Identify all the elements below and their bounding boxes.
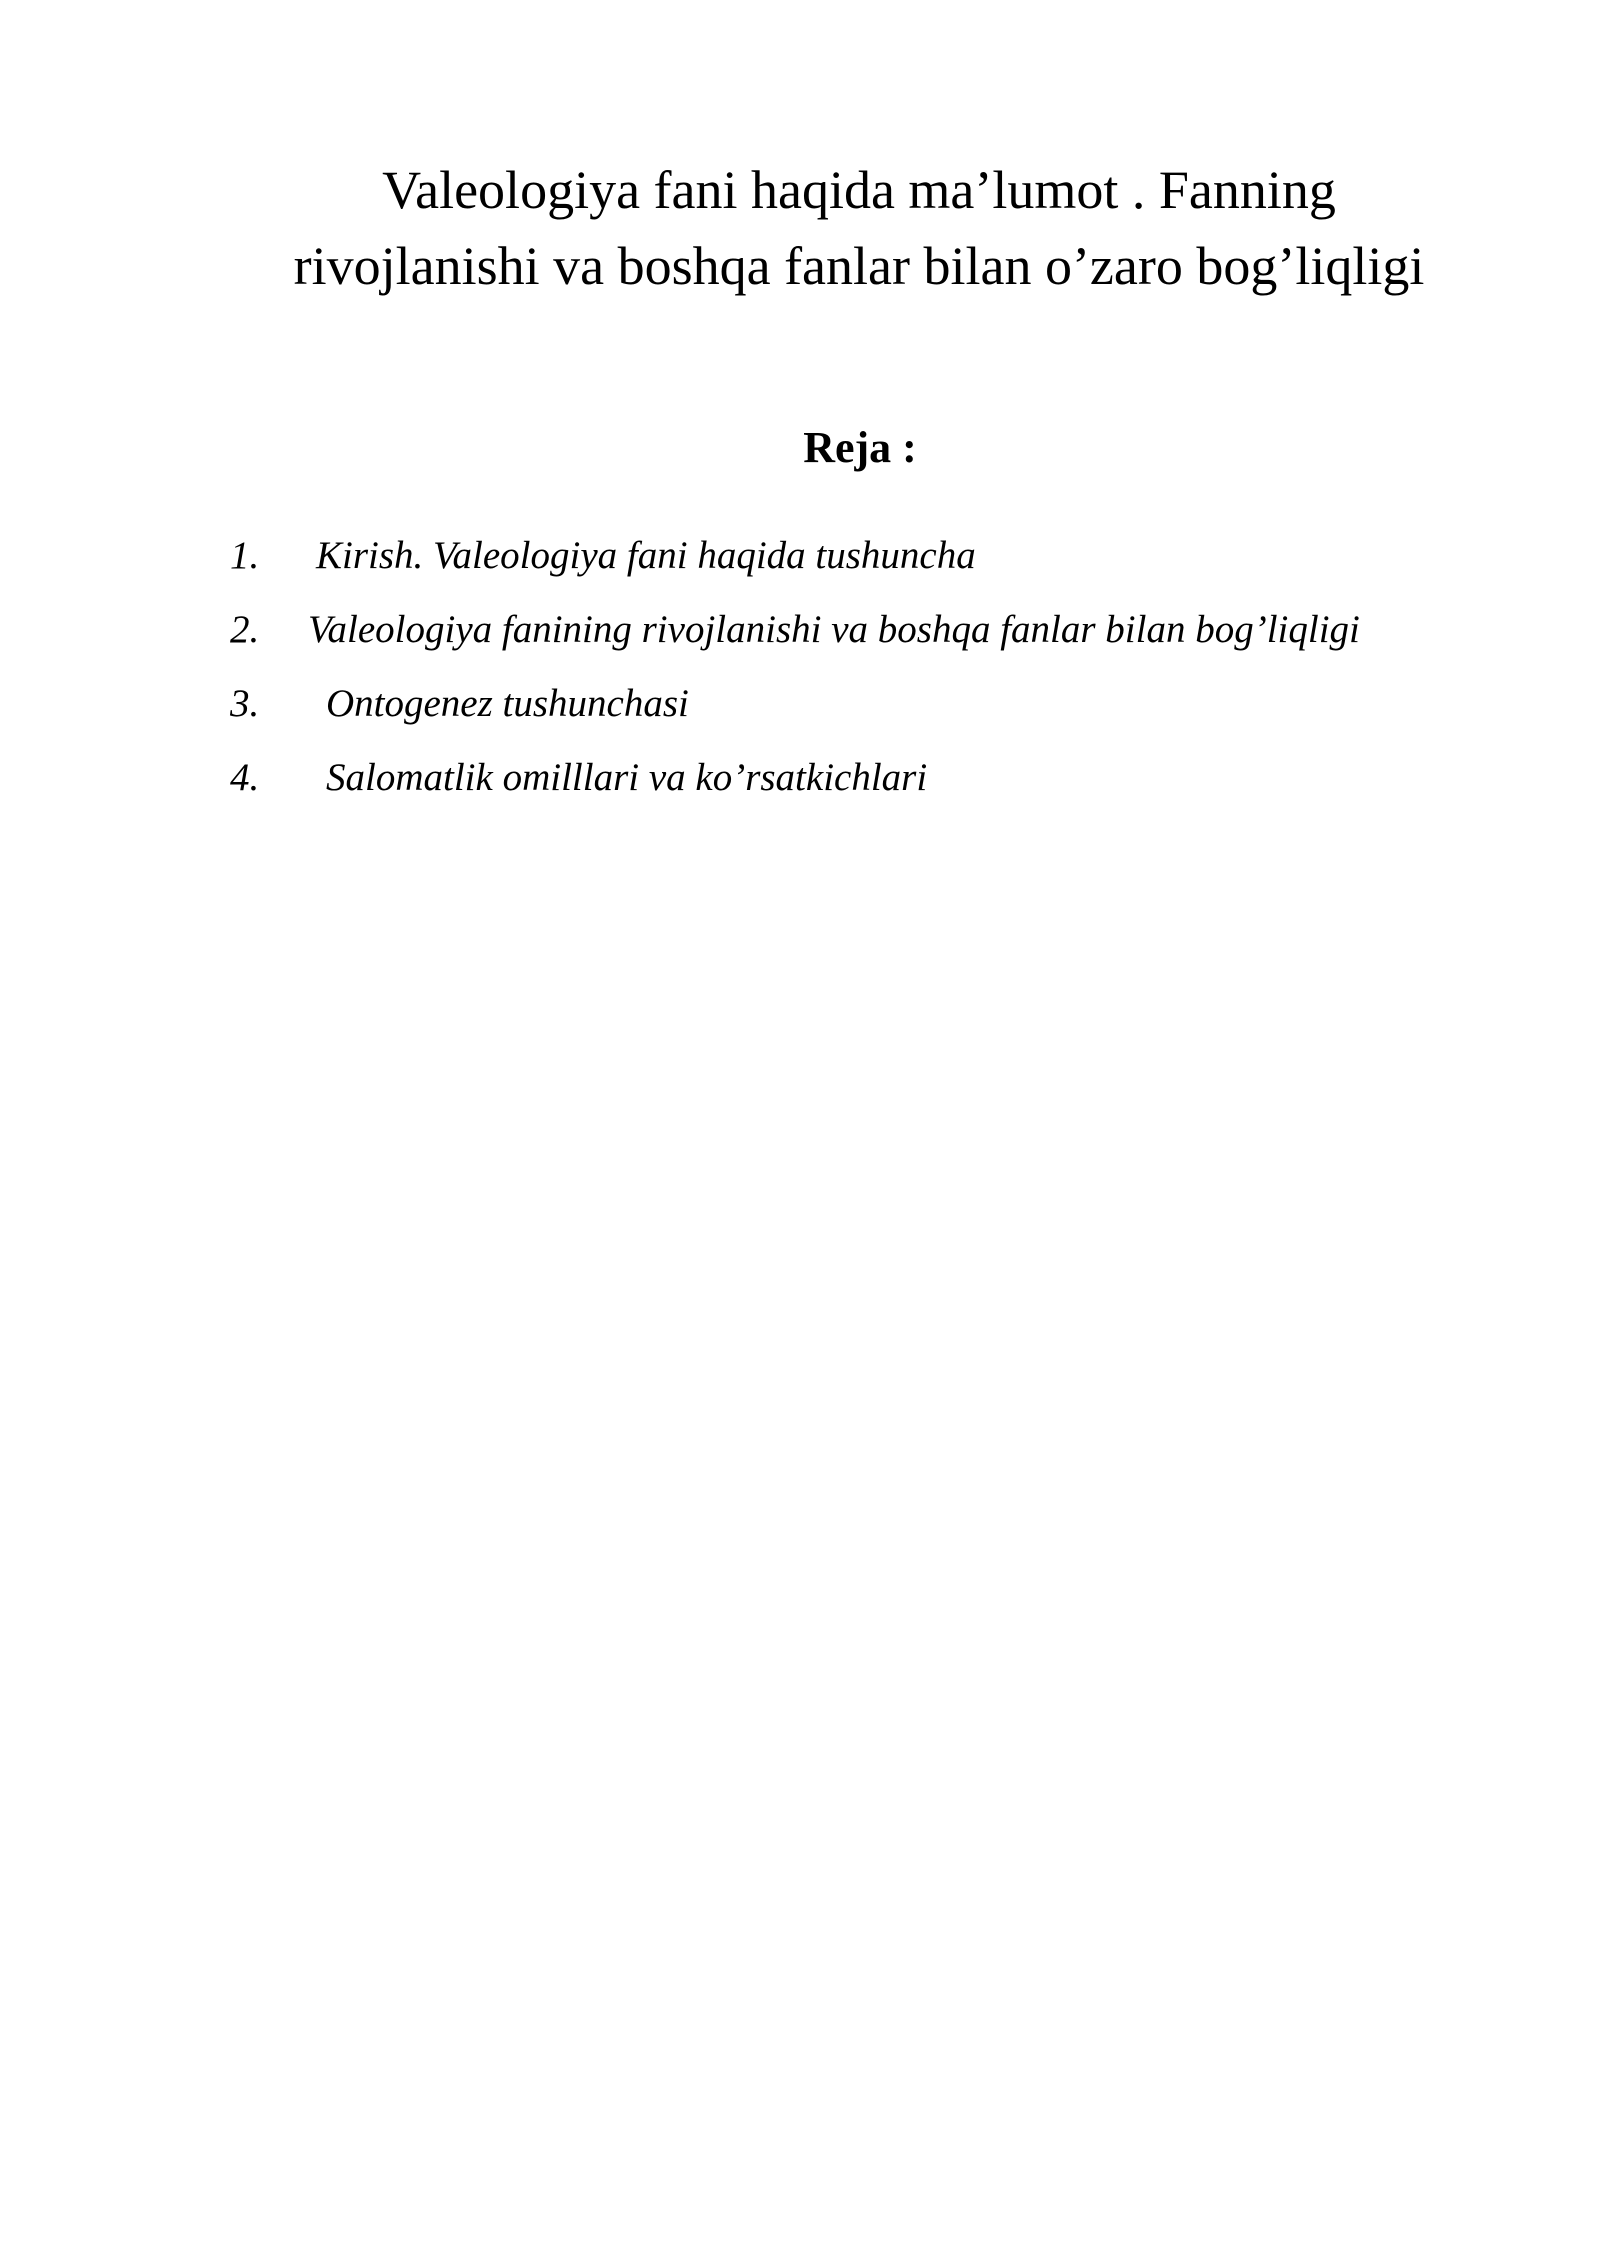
- plan-item-number: 2.: [230, 608, 260, 651]
- plan-list: [230, 528, 1530, 824]
- plan-heading: Reja :: [803, 423, 917, 472]
- plan-item: [230, 528, 1530, 602]
- plan-item-text: Ontogenez tushunchasi: [326, 682, 689, 725]
- plan-item-number: 3.: [230, 682, 260, 725]
- plan-item: [230, 602, 1530, 676]
- title-line-1: Valeologiya fani haqida ma’lumot . Fanning: [382, 160, 1336, 220]
- plan-item: [230, 750, 1530, 824]
- plan-item-text: Kirish. Valeologiya fani haqida tushuncha: [316, 534, 976, 577]
- plan-item: [230, 676, 1530, 750]
- plan-item-number: 1.: [230, 534, 260, 577]
- plan-item-text: Valeologiya fanining rivojlanishi va boshqa fanlar bilan bog’liqligi: [308, 608, 1360, 651]
- title-line-2: rivojlanishi va boshqa fanlar bilan o’zaro bog’liqligi: [293, 236, 1425, 296]
- plan-item-text: Salomatlik omilllari va ko’rsatkichlari: [326, 756, 928, 799]
- plan-item-number: 4.: [230, 756, 260, 799]
- document-title: [200, 152, 1518, 304]
